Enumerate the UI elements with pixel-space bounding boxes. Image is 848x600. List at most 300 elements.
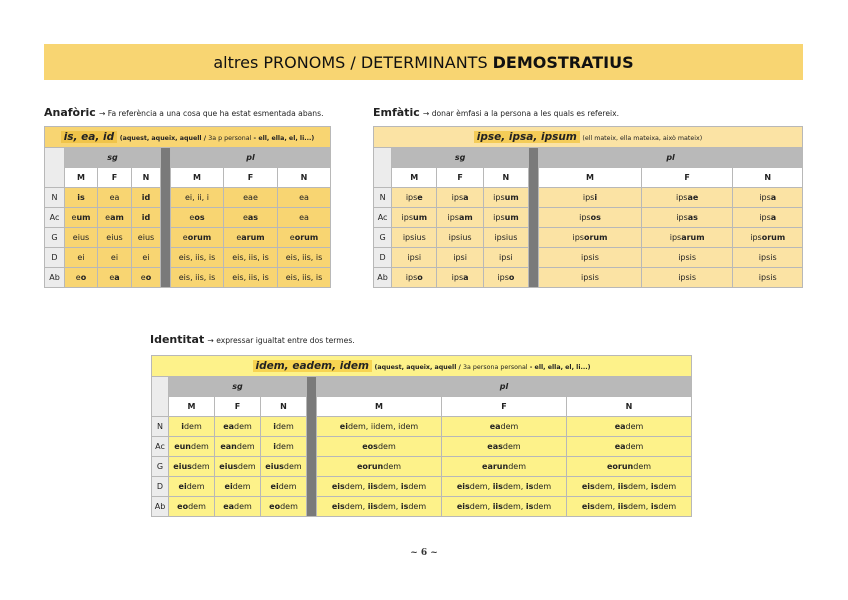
case-g: G <box>152 457 169 477</box>
form-cell <box>132 268 161 288</box>
form-segment: eis <box>456 482 470 491</box>
form-segment: ips <box>676 213 688 222</box>
form-segment: is <box>400 502 409 511</box>
form-segment: iis <box>617 502 628 511</box>
sg-gender-m: M <box>392 168 437 188</box>
form-segment: e <box>75 273 81 282</box>
form-segment: ips <box>493 213 505 222</box>
form-segment: arum <box>241 233 265 242</box>
form-segment: e <box>417 193 423 202</box>
form-segment: dem <box>237 462 256 471</box>
form-cell <box>65 208 98 228</box>
form-segment: eis <box>331 482 345 491</box>
form-segment: a <box>463 273 469 282</box>
form-segment: eis, iis, is <box>232 273 269 282</box>
table-title <box>152 356 692 377</box>
gender-header-row <box>374 168 803 188</box>
case-d: D <box>152 477 169 497</box>
form-segment: ips <box>582 193 595 202</box>
sg-gender-f: F <box>98 168 132 188</box>
form-cell <box>171 268 224 288</box>
form-segment: dem <box>183 422 202 431</box>
corner-cell <box>152 377 169 417</box>
table-row <box>374 268 803 288</box>
form-segment: i <box>273 442 276 451</box>
form-segment: ei, ii, i <box>185 193 209 202</box>
form-segment: eis <box>581 502 595 511</box>
form-cell <box>539 248 642 268</box>
column-separator <box>529 148 539 288</box>
form-cell <box>733 248 803 268</box>
title-note-part: 3a p personal <box>208 135 252 142</box>
form-segment: eius <box>265 462 284 471</box>
form-cell <box>278 228 331 248</box>
declension-table-identitat <box>151 355 692 517</box>
form-segment: ipsius <box>494 233 518 242</box>
form-cell <box>317 497 442 517</box>
form-cell <box>224 248 278 268</box>
form-cell <box>171 208 224 228</box>
form-segment: dem, <box>344 502 368 511</box>
form-cell <box>224 268 278 288</box>
form-segment: iis <box>367 482 378 491</box>
title-note-part: (ell mateix, ella mateixa, això mateix) <box>582 135 703 142</box>
form-segment: ips <box>759 193 771 202</box>
form-segment: am <box>458 213 473 222</box>
form-segment: ips <box>572 233 584 242</box>
pronoun-forms: idem, eadem, idem <box>253 360 372 372</box>
form-segment: eius <box>219 462 238 471</box>
form-segment: dem, <box>469 502 493 511</box>
form-segment: id <box>141 193 151 202</box>
form-cell <box>567 437 692 457</box>
form-segment: eis <box>581 482 595 491</box>
section-heading-emfatic <box>373 106 619 119</box>
form-segment: ei <box>270 482 279 491</box>
form-cell <box>317 417 442 437</box>
table-row <box>45 188 331 208</box>
header-singular: sg <box>65 148 161 168</box>
form-segment: iis <box>492 502 503 511</box>
form-cell <box>65 228 98 248</box>
form-segment: ips <box>669 233 682 242</box>
form-cell <box>733 268 803 288</box>
form-segment: ea <box>109 193 120 202</box>
form-cell <box>539 188 642 208</box>
form-segment: ipsi <box>407 253 422 262</box>
form-cell <box>567 477 692 497</box>
form-cell <box>437 208 483 228</box>
form-segment: dem <box>533 502 552 511</box>
declension-table-emfatic <box>373 126 803 288</box>
form-segment: ea <box>299 193 309 202</box>
pronoun-forms: ipse, ipsa, ipsum <box>474 131 580 143</box>
form-cell <box>169 417 215 437</box>
form-segment: ipsi <box>499 253 513 262</box>
form-segment: eis <box>331 502 345 511</box>
form-cell <box>261 477 307 497</box>
form-segment: dem, <box>469 482 493 491</box>
form-cell <box>278 268 331 288</box>
form-segment: dem <box>236 442 255 451</box>
table-title <box>374 127 803 148</box>
header-plural: pl <box>317 377 692 397</box>
form-segment: dem <box>408 502 427 511</box>
form-segment: eorun <box>356 462 384 471</box>
form-segment: iis <box>492 482 503 491</box>
form-segment: dem <box>377 442 396 451</box>
form-cell <box>442 497 567 517</box>
form-segment: eis <box>456 502 470 511</box>
form-segment: a <box>463 193 469 202</box>
form-segment: um <box>504 213 519 222</box>
form-cell <box>539 208 642 228</box>
table-row <box>374 228 803 248</box>
form-cell <box>98 228 132 248</box>
table-row <box>152 417 692 437</box>
case-g: G <box>374 228 392 248</box>
declension-table-anaforic <box>44 126 331 288</box>
form-segment: ips <box>493 193 505 202</box>
form-segment: o <box>508 273 515 282</box>
table-title-note <box>582 135 702 142</box>
form-segment: ipsis <box>758 253 777 262</box>
form-segment: ei <box>142 253 150 262</box>
page-title-lead: altres PRONOMS / DETERMINANTS <box>213 52 488 72</box>
form-segment: dem, <box>502 502 526 511</box>
table-title-row <box>45 127 331 148</box>
form-cell <box>65 248 98 268</box>
form-cell <box>392 208 437 228</box>
form-cell <box>539 228 642 248</box>
form-segment: is <box>650 482 659 491</box>
form-segment: dem <box>508 462 526 471</box>
form-cell <box>132 228 161 248</box>
form-segment: ipsis <box>581 273 599 282</box>
form-segment: eis, iis, is <box>232 253 269 262</box>
form-cell <box>65 268 98 288</box>
form-segment: dem <box>275 422 294 431</box>
form-segment: s <box>79 193 85 202</box>
sg-gender-n: N <box>483 168 528 188</box>
form-segment: ipsius <box>402 233 426 242</box>
form-segment: o <box>145 273 152 282</box>
form-segment: eos <box>362 442 378 451</box>
form-segment: e <box>109 273 115 282</box>
form-segment: um <box>413 213 428 222</box>
table-row <box>45 208 331 228</box>
form-cell <box>483 188 528 208</box>
form-segment: id <box>141 213 151 222</box>
form-segment: orum <box>761 233 786 242</box>
form-segment: orum <box>294 233 319 242</box>
case-ab: Ab <box>152 497 169 517</box>
form-segment: orum <box>583 233 608 242</box>
form-segment: ips <box>451 193 464 202</box>
form-cell <box>278 188 331 208</box>
table-title-row <box>152 356 692 377</box>
form-cell <box>169 437 215 457</box>
pl-gender-f: F <box>641 168 733 188</box>
corner-cell <box>374 148 392 188</box>
form-cell <box>567 497 692 517</box>
form-segment: eius <box>72 233 90 242</box>
form-segment: eae <box>243 193 258 202</box>
form-segment: is <box>525 482 534 491</box>
form-segment: ipsis <box>678 273 697 282</box>
form-cell <box>733 228 803 248</box>
form-segment: i <box>594 193 598 202</box>
form-cell <box>171 228 224 248</box>
section-heading-description: → Fa referència a una cosa que ha estat esmentada abans. <box>99 109 324 118</box>
form-cell <box>392 248 437 268</box>
form-segment: eius <box>173 462 192 471</box>
header-plural: pl <box>539 148 803 168</box>
form-segment: ips <box>750 233 762 242</box>
form-cell <box>224 188 278 208</box>
form-segment: os <box>590 213 601 222</box>
form-cell <box>392 188 437 208</box>
form-cell <box>132 188 161 208</box>
form-segment: ei <box>178 482 187 491</box>
form-segment: e <box>289 233 295 242</box>
form-segment: dem <box>283 462 302 471</box>
form-cell <box>483 268 528 288</box>
form-segment: ea <box>489 422 501 431</box>
form-segment: dem, <box>377 502 401 511</box>
form-cell <box>483 248 528 268</box>
table-title-note <box>120 135 315 142</box>
form-segment: a <box>770 213 777 222</box>
title-note-part: (aquest, aqueix, aquell / <box>119 135 209 142</box>
form-segment: dem, <box>627 482 651 491</box>
case-n: N <box>374 188 392 208</box>
form-segment: ei <box>77 253 85 262</box>
table-title-row <box>374 127 803 148</box>
form-segment: dem <box>502 442 521 451</box>
form-segment: eius <box>137 233 155 242</box>
form-segment: dem <box>658 502 677 511</box>
column-separator <box>161 148 171 288</box>
section-heading-label: Emfàtic <box>373 106 420 119</box>
form-cell <box>278 208 331 228</box>
form-segment: iis <box>617 482 628 491</box>
form-segment: dem <box>275 442 294 451</box>
form-cell <box>98 248 132 268</box>
form-segment: dem <box>408 482 427 491</box>
form-cell <box>539 268 642 288</box>
form-cell <box>215 477 261 497</box>
form-segment: ean <box>220 442 237 451</box>
page-title <box>44 44 803 80</box>
form-cell <box>65 188 98 208</box>
form-segment: ips <box>759 213 771 222</box>
table-row <box>45 268 331 288</box>
case-n: N <box>45 188 65 208</box>
form-cell <box>392 228 437 248</box>
form-segment: o <box>80 273 87 282</box>
sg-gender-f: F <box>215 397 261 417</box>
form-segment: dem <box>234 502 252 511</box>
form-cell <box>483 228 528 248</box>
form-segment: arum <box>681 233 705 242</box>
number-header-row <box>374 148 803 168</box>
form-segment: ips <box>447 213 459 222</box>
form-segment: dem, <box>594 502 618 511</box>
form-cell <box>317 477 442 497</box>
table-row <box>152 477 692 497</box>
form-segment: a <box>114 273 120 282</box>
form-segment: dem <box>658 482 677 491</box>
pl-gender-m: M <box>539 168 642 188</box>
gender-header-row <box>152 397 692 417</box>
table-title-note <box>374 364 590 371</box>
form-segment: ipsis <box>678 253 697 262</box>
case-d: D <box>374 248 392 268</box>
form-segment: e <box>236 233 242 242</box>
form-cell <box>98 268 132 288</box>
form-segment: dem <box>232 482 251 491</box>
form-segment: ips <box>497 273 509 282</box>
form-segment: earun <box>482 462 509 471</box>
form-cell <box>317 437 442 457</box>
table-row <box>45 248 331 268</box>
form-cell <box>483 208 528 228</box>
form-segment: ea <box>299 213 309 222</box>
pronoun-forms: is, ea, id <box>61 131 117 143</box>
form-segment: e <box>140 273 146 282</box>
form-cell <box>733 188 803 208</box>
form-segment: dem <box>625 422 644 431</box>
form-cell <box>733 208 803 228</box>
form-segment: ips <box>451 273 464 282</box>
form-segment: ips <box>405 193 418 202</box>
form-segment: dem <box>500 422 519 431</box>
form-cell <box>169 457 215 477</box>
form-cell <box>171 248 224 268</box>
form-segment: eas <box>487 442 503 451</box>
form-cell <box>437 268 483 288</box>
form-segment: dem, <box>502 482 526 491</box>
form-segment: ei <box>224 482 233 491</box>
table-row <box>45 228 331 248</box>
table-row <box>374 208 803 228</box>
form-segment: ips <box>405 273 418 282</box>
form-segment: os <box>194 213 205 222</box>
case-ab: Ab <box>374 268 392 288</box>
form-segment: ae <box>687 193 699 202</box>
pl-gender-m: M <box>171 168 224 188</box>
form-segment: ipsis <box>581 253 599 262</box>
form-cell <box>278 248 331 268</box>
header-plural: pl <box>171 148 331 168</box>
form-segment: ei <box>339 422 348 431</box>
form-segment: eis, iis, is <box>178 273 216 282</box>
form-segment: eis, iis, is <box>285 253 323 262</box>
sg-gender-f: F <box>437 168 483 188</box>
form-cell <box>442 477 567 497</box>
form-segment: dem <box>533 482 552 491</box>
form-segment: is <box>525 502 534 511</box>
form-cell <box>437 188 483 208</box>
case-ab: Ab <box>45 268 65 288</box>
case-ac: Ac <box>374 208 392 228</box>
form-segment: dem, <box>594 482 618 491</box>
page-title-bold: DEMOSTRATIUS <box>492 52 634 72</box>
title-note-part: - ell, ella, el, li...) <box>251 135 315 142</box>
form-segment: ips <box>675 193 688 202</box>
header-singular: sg <box>169 377 307 397</box>
form-cell <box>442 417 567 437</box>
form-segment: eis, iis, is <box>285 273 323 282</box>
form-segment: ipsius <box>448 233 472 242</box>
section-heading-description: → donar èmfasi a la persona a les quals es refereix. <box>422 109 620 118</box>
form-cell <box>261 417 307 437</box>
form-cell <box>317 457 442 477</box>
form-segment: dem, <box>377 482 401 491</box>
form-cell <box>171 188 224 208</box>
form-segment: iis <box>367 502 378 511</box>
form-segment: e <box>189 213 195 222</box>
form-segment: ea <box>614 422 626 431</box>
section-heading-label: Anafòric <box>44 106 96 119</box>
pl-gender-m: M <box>317 397 442 417</box>
form-segment: eo <box>269 502 281 511</box>
form-cell <box>224 228 278 248</box>
form-segment: orum <box>187 233 212 242</box>
form-cell <box>567 457 692 477</box>
section-heading-identitat <box>150 333 355 346</box>
form-segment: i <box>273 422 276 431</box>
form-segment: e <box>105 213 111 222</box>
number-header-row <box>45 148 331 168</box>
form-cell <box>215 417 261 437</box>
sg-gender-m: M <box>65 168 98 188</box>
form-segment: eo <box>177 502 189 511</box>
section-heading-anaforic <box>44 106 324 119</box>
form-cell <box>98 188 132 208</box>
form-cell <box>224 208 278 228</box>
form-segment: a <box>770 193 777 202</box>
form-segment: eun <box>174 442 192 451</box>
form-segment: dem <box>191 442 209 451</box>
form-segment: ips <box>579 213 591 222</box>
table-row <box>152 497 692 517</box>
case-g: G <box>45 228 65 248</box>
column-separator <box>307 377 317 517</box>
form-segment: dem <box>278 482 297 491</box>
form-cell <box>437 228 483 248</box>
form-cell <box>169 477 215 497</box>
form-segment: ea <box>223 502 235 511</box>
pl-gender-f: F <box>442 397 567 417</box>
form-segment: ea <box>614 442 626 451</box>
form-cell <box>641 188 733 208</box>
form-segment: e <box>242 213 248 222</box>
form-cell <box>261 457 307 477</box>
form-cell <box>641 268 733 288</box>
form-segment: e <box>71 213 77 222</box>
form-cell <box>641 248 733 268</box>
form-segment: is <box>400 482 409 491</box>
case-n: N <box>152 417 169 437</box>
form-segment: ipsis <box>758 273 777 282</box>
form-cell <box>567 417 692 437</box>
form-segment: ipsi <box>453 253 467 262</box>
form-cell <box>261 437 307 457</box>
form-segment: o <box>417 273 423 282</box>
section-heading-description: → expressar igualtat entre dos termes. <box>207 336 355 345</box>
